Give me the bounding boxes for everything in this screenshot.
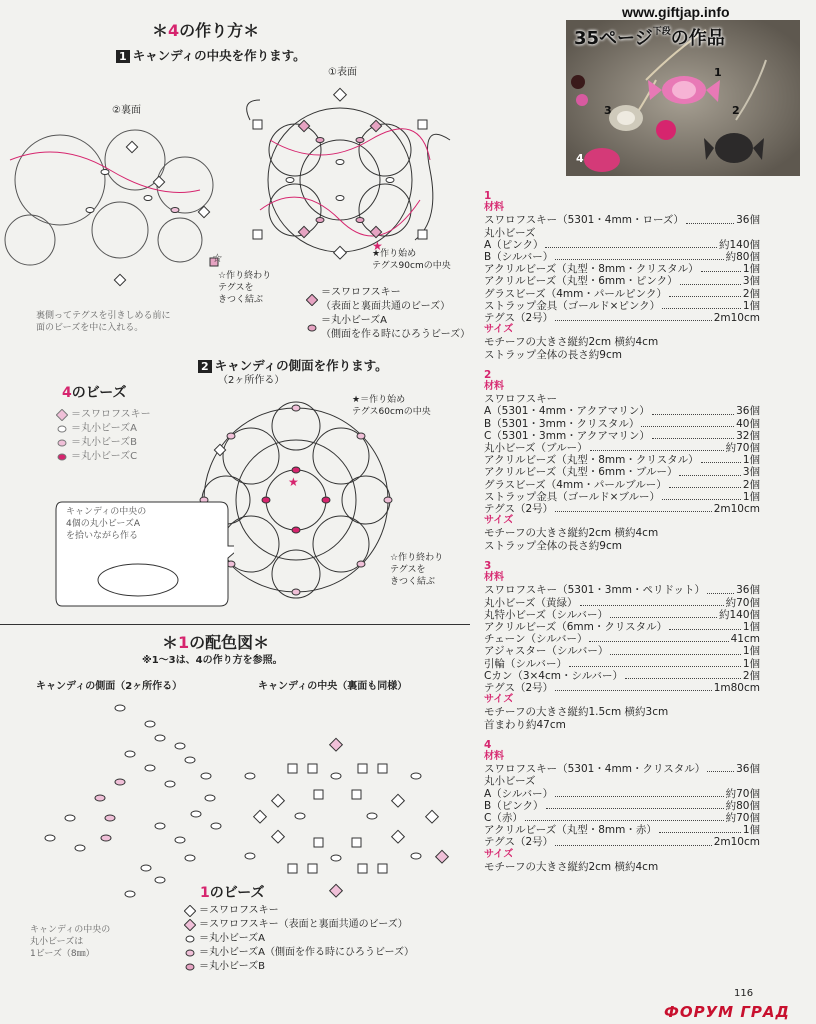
leader-dots (610, 609, 717, 618)
material-1-row-3-label: B（シルバー） (484, 251, 554, 264)
bubble-text: キャンディの中央の 4個の丸小ビーズA を拾いながら作る (66, 507, 147, 541)
material-1-row-4-label: アクリルビーズ（丸型・8mm・クリスタル） (484, 263, 699, 276)
material-3-row-6-label: 引輪（シルバー） (484, 657, 568, 670)
material-3-row-2-label: 丸特小ビーズ（シルバー） (484, 608, 609, 621)
material-row (484, 788, 760, 800)
material-3-number: 3 (484, 559, 492, 572)
title1-num: 1 (178, 633, 190, 652)
material-3-size-1: 首まわり約47cm (484, 718, 566, 731)
material-1-row-8-label: テグス（2号） (484, 312, 554, 325)
photo-caption-tail: の作品 (670, 28, 725, 49)
product-photo (566, 20, 800, 176)
leader-dots (652, 430, 734, 439)
page-number: 116 (734, 988, 754, 999)
material-3-row-3-value: 1個 (742, 620, 760, 633)
leader-dots (669, 479, 741, 488)
material-3-row-1-label: 丸小ビーズ（黄緑） (484, 596, 578, 609)
material-1-row-5-label: アクリルビーズ（丸型・6mm・ピンク） (484, 275, 678, 288)
beads4-title-num: 4 (62, 385, 72, 401)
photo-caption-sub: 下段 (652, 27, 671, 37)
beads1-title-num: 1 (200, 885, 210, 901)
material-row (484, 418, 760, 430)
photo-caption-main: 35ページ (574, 28, 653, 49)
material-2-head: 材料 (484, 381, 504, 393)
material-section-3 (484, 560, 760, 731)
material-row (484, 597, 760, 609)
material-2-row-5-label: アクリルビーズ（丸型・8mm・クリスタル） (484, 454, 699, 467)
title1-text: の配色図 (189, 633, 254, 652)
beads1-item-4-text: ＝丸小ビーズA（側面を作る時にひろうビーズ） (199, 947, 415, 958)
material-1-row-1-label: 丸小ビーズ (484, 226, 536, 239)
start-star: ★ (372, 239, 383, 253)
material-2-row-3-label: C（5301・3mm・アクアマリン） (484, 429, 650, 442)
leader-dots (555, 503, 712, 512)
material-4-size-0: モチーフの大きさ縦約2cm 横約4cm (484, 860, 659, 873)
step-2-number: 2 (198, 360, 212, 373)
material-row (484, 670, 760, 682)
leader-dots (555, 788, 723, 797)
material-section-1 (484, 190, 760, 361)
material-1-row-6-label: グラスビーズ（4mm・パールピンク） (484, 287, 667, 300)
material-3-head: 材料 (484, 572, 504, 584)
beads1-item-5 (184, 960, 414, 974)
material-3-row-8-value: 1m80cm (713, 681, 760, 694)
center-color-chart (238, 736, 458, 906)
beads4-item-4 (56, 450, 151, 464)
leader-dots (625, 670, 741, 679)
oval-bead-icon (56, 423, 68, 435)
material-1-size-head: サイズ (484, 324, 514, 336)
leader-dots (707, 584, 734, 593)
material-4-row-5-label: アクリルビーズ（丸型・8mm・赤） (484, 824, 657, 837)
side-pattern-label: キャンディの側面（2ヶ所作る） (36, 681, 183, 692)
material-1-row-4-value: 1個 (742, 263, 760, 276)
leader-dots (680, 275, 741, 284)
beads4-item-2 (56, 422, 151, 436)
beads4-item-2-text: ＝丸小ビーズA (71, 423, 137, 434)
material-row (484, 775, 760, 787)
front-pattern-beads (253, 88, 427, 259)
photo-caption (574, 24, 725, 50)
leader-dots (555, 251, 723, 260)
step-2-text: キャンディの側面を作ります。 (214, 358, 388, 373)
start-note-2: ★＝作り始め テグス60cmの中央 (352, 395, 431, 417)
material-3-row-5-value: 1個 (742, 645, 760, 658)
material-1-row-0-label: スワロフスキー（5301・4mm・ローズ） (484, 214, 684, 227)
step-1-number: 1 (116, 50, 130, 63)
material-1-row-8-value: 2m10cm (713, 312, 760, 325)
leader-dots (659, 824, 741, 833)
material-row (484, 609, 760, 621)
materials-column (484, 190, 760, 873)
material-row (484, 300, 760, 312)
legend-center (306, 286, 470, 342)
material-3-row-0-label: スワロフスキー（5301・3mm・ペリドット） (484, 584, 706, 597)
leader-dots (669, 288, 741, 297)
material-row (484, 836, 760, 848)
photo-label-2: 2 (732, 104, 740, 117)
oval-bead-icon (56, 437, 68, 449)
material-2-row-9-value: 2m10cm (713, 503, 760, 516)
section-title-4 (152, 18, 259, 41)
beads4-legend (56, 408, 151, 464)
title1-prefix: ＊ (162, 633, 179, 652)
beads4-title-text: のビーズ (71, 385, 127, 401)
beads1-item-2 (184, 918, 414, 932)
leader-dots (569, 658, 741, 667)
svg-text:★: ★ (288, 475, 299, 489)
leader-dots (679, 466, 740, 475)
material-4-row-4-label: C（赤） (484, 811, 523, 824)
center-pattern-label: キャンディの中央（裏面も同様） (258, 681, 408, 692)
beads1-item-2-text: ＝スワロフスキー（表面と裏面共通のビーズ） (199, 919, 408, 930)
beads1-item-3 (184, 932, 414, 946)
legend-center-bead-a-text: ＝丸小ビーズA （側面を作る時にひろうビーズ） (321, 315, 471, 340)
material-3-row-5-label: アジャスター（シルバー） (484, 645, 609, 658)
material-3-row-2-value: 約140個 (718, 608, 760, 621)
watermark: ФОРУМ ГРАД (664, 1003, 790, 1021)
section-title-1 (162, 630, 269, 653)
material-1-row-2-value: 約140個 (718, 238, 760, 251)
material-3-row-6-value: 1個 (742, 657, 760, 670)
material-3-row-4-value: 41cm (730, 633, 760, 646)
step-1-text: キャンディの中央を作ります。 (132, 48, 306, 63)
material-1-size-1: ストラップ全体の長さ約9cm (484, 348, 622, 361)
leader-dots (589, 633, 728, 642)
back-label: ②裏面 (112, 105, 141, 116)
material-4-row-6-label: テグス（2号） (484, 836, 554, 849)
end-star: ☆ (212, 251, 223, 265)
diamond-icon (56, 409, 68, 421)
legend-center-swarovski (306, 286, 470, 314)
section-divider (0, 624, 470, 625)
legend-center-swarovski-text: ＝スワロフスキー （表面と裏面共通のビーズ） (321, 287, 451, 312)
material-3-row-0-value: 36個 (736, 584, 760, 597)
material-3-row-7-value: 2個 (742, 669, 760, 682)
material-4-number: 4 (484, 738, 492, 751)
material-2-row-6-label: アクリルビーズ（丸型・6mm・ブルー） (484, 466, 678, 479)
material-row (484, 312, 760, 324)
material-row (484, 239, 760, 251)
material-1-row-0-value: 36個 (736, 214, 760, 227)
material-row (484, 824, 760, 836)
material-row (484, 682, 760, 694)
material-row (484, 442, 760, 454)
beads1-title (200, 882, 265, 902)
material-4-row-1-label: 丸小ビーズ (484, 775, 536, 788)
material-row (484, 491, 760, 503)
material-1-size-0: モチーフの大きさ縦約2cm 横約4cm (484, 336, 659, 349)
material-row (484, 584, 760, 596)
material-row (484, 466, 760, 478)
material-2-row-5-value: 1個 (742, 454, 760, 467)
beads1-item-1 (184, 904, 414, 918)
material-4-row-2-label: A（シルバー） (484, 787, 554, 800)
legend-center-bead-a (306, 314, 470, 342)
material-2-row-8-label: ストラップ金具（ゴールド×ブルー） (484, 490, 660, 503)
beads4-item-3-text: ＝丸小ビーズB (71, 437, 137, 448)
material-2-row-0-label: スワロフスキー (484, 393, 558, 406)
leader-dots (525, 812, 724, 821)
material-2-row-2-value: 40個 (736, 417, 760, 430)
leader-dots (555, 682, 712, 691)
beads4-item-1 (56, 408, 151, 422)
material-4-row-3-label: B（ピンク） (484, 799, 544, 812)
step-2-heading (198, 356, 388, 374)
title4-num: 4 (168, 21, 180, 40)
material-1-row-5-value: 3個 (742, 275, 760, 288)
beads4-item-4-text: ＝丸小ビーズC (71, 451, 138, 462)
beads4-title (62, 382, 127, 402)
leader-dots (610, 645, 740, 654)
material-row (484, 812, 760, 824)
leader-dots (546, 800, 724, 809)
title4-prefix: ＊ (152, 21, 169, 40)
title4-suffix: ＊ (243, 21, 260, 40)
material-1-head: 材料 (484, 202, 504, 214)
title1-suffix: ＊ (253, 633, 270, 652)
material-4-row-3-value: 約80個 (725, 799, 760, 812)
material-row (484, 393, 760, 405)
material-row (484, 405, 760, 417)
diamond-icon (184, 919, 196, 931)
photo-label-3: 3 (604, 104, 612, 117)
material-row (484, 263, 760, 275)
leader-dots (686, 214, 734, 223)
material-3-row-8-label: テグス（2号） (484, 681, 554, 694)
material-4-row-4-value: 約70個 (725, 811, 760, 824)
material-2-size-head: サイズ (484, 515, 514, 527)
material-4-row-2-value: 約70個 (725, 787, 760, 800)
step-1-heading (116, 46, 306, 64)
leader-dots (555, 836, 712, 845)
material-4-head: 材料 (484, 750, 504, 762)
reference-note: ※1～3は、4の作り方を参照。 (142, 655, 283, 666)
leader-dots (701, 263, 741, 272)
material-row (484, 288, 760, 300)
material-3-size-head: サイズ (484, 694, 514, 706)
material-2-row-2-label: B（5301・3mm・クリスタル） (484, 417, 640, 430)
photo-label-4: 4 (576, 152, 584, 165)
oval-bead-icon (184, 961, 196, 973)
material-2-row-7-label: グラスビーズ（4mm・パールブルー） (484, 478, 667, 491)
material-2-number: 2 (484, 368, 492, 381)
end-note-2: ☆作り終わり テグスを きつく結ぶ (390, 553, 444, 587)
material-4-row-6-value: 2m10cm (713, 836, 760, 849)
material-row (484, 658, 760, 670)
material-2-row-3-value: 32個 (736, 429, 760, 442)
oval-bead-icon (184, 947, 196, 959)
material-1-row-7-label: ストラップ金具（ゴールド×ピンク） (484, 299, 661, 312)
leader-dots (707, 763, 734, 772)
material-4-row-5-value: 1個 (742, 824, 760, 837)
diamond-icon (184, 905, 196, 917)
material-2-row-4-value: 約70個 (725, 442, 760, 455)
material-4-size-head: サイズ (484, 848, 514, 860)
material-2-row-8-value: 1個 (742, 490, 760, 503)
material-row (484, 227, 760, 239)
material-row (484, 633, 760, 645)
front-label: ①表面 (328, 67, 357, 78)
beads1-item-5-text: ＝丸小ビーズB (199, 961, 265, 972)
beads1-item-1-text: ＝スワロフスキー (199, 905, 279, 916)
material-1-row-3-value: 約80個 (725, 251, 760, 264)
back-pattern-beads (86, 141, 218, 285)
step-2-sub: （2ヶ所作る） (218, 375, 285, 386)
start-note-1: ★作り始め テグス90cmの中央 (372, 249, 451, 271)
leader-dots (662, 491, 741, 500)
oval-bead-icon (306, 322, 318, 334)
material-row (484, 430, 760, 442)
material-row (484, 645, 760, 657)
material-2-row-4-label: 丸小ビーズ（ブルー） (484, 442, 588, 455)
beads1-item-4 (184, 946, 414, 960)
photo-label-1: 1 (714, 66, 722, 79)
title4-text: の作り方 (179, 21, 244, 40)
material-row (484, 479, 760, 491)
material-3-row-7-label: Cカン（3×4cm・シルバー） (484, 669, 623, 682)
end-note-1: ☆作り終わり テグスを きつく結ぶ (218, 271, 272, 305)
material-1-row-7-value: 1個 (742, 299, 760, 312)
material-row (484, 275, 760, 287)
material-row (484, 454, 760, 466)
material-1-row-6-value: 2個 (742, 287, 760, 300)
leader-dots (662, 300, 741, 309)
material-2-row-9-label: テグス（2号） (484, 503, 554, 516)
material-row (484, 503, 760, 515)
material-2-row-6-value: 3個 (742, 466, 760, 479)
material-1-number: 1 (484, 190, 492, 202)
beads1-item-3-text: ＝丸小ビーズA (199, 933, 265, 944)
leader-dots (555, 312, 712, 321)
material-row (484, 214, 760, 226)
material-3-size-0: モチーフの大きさ縦約1.5cm 横約3cm (484, 706, 669, 719)
material-2-row-7-value: 2個 (742, 478, 760, 491)
material-row (484, 621, 760, 633)
leader-dots (590, 442, 724, 451)
material-row (484, 251, 760, 263)
leader-dots (652, 405, 734, 414)
leader-dots (545, 239, 716, 248)
beads4-item-1-text: ＝スワロフスキー (71, 409, 151, 420)
back-pattern (5, 130, 213, 265)
beads1-legend (184, 904, 414, 974)
website-url[interactable]: www.giftjap.info (622, 4, 730, 20)
left-note: 裏側ってテグスを引きしめる前に 面のビーズを中に入れる。 (36, 311, 171, 333)
oval-bead-icon (56, 451, 68, 463)
material-3-row-4-label: チェーン（シルバー） (484, 633, 588, 646)
leader-dots (701, 454, 741, 463)
material-section-2 (484, 369, 760, 552)
leader-dots (641, 418, 734, 427)
diamond-icon (306, 294, 318, 306)
beads1-title-text: のビーズ (209, 885, 265, 901)
material-row (484, 800, 760, 812)
leader-dots (580, 597, 724, 606)
material-1-row-2-label: A（ピンク） (484, 238, 544, 251)
leader-dots (669, 621, 741, 630)
material-row (484, 763, 760, 775)
beads4-item-3 (56, 436, 151, 450)
material-3-row-3-label: アクリルビーズ（6mm・クリスタル） (484, 620, 668, 633)
material-3-row-1-value: 約70個 (725, 596, 760, 609)
material-2-row-1-label: A（5301・4mm・アクアマリン） (484, 405, 650, 418)
material-2-row-1-value: 36個 (736, 405, 760, 418)
material-section-4 (484, 739, 760, 873)
material-4-row-0-value: 36個 (736, 763, 760, 776)
bottom-note: キャンディの中央の 丸小ビーズは 1ビーズ（8㎜） (30, 925, 111, 959)
material-4-row-0-label: スワロフスキー（5301・4mm・クリスタル） (484, 763, 706, 776)
material-2-size-1: ストラップ全体の長さ約9cm (484, 539, 622, 552)
material-2-size-0: モチーフの大きさ縦約2cm 横約4cm (484, 527, 659, 540)
oval-bead-icon (184, 933, 196, 945)
